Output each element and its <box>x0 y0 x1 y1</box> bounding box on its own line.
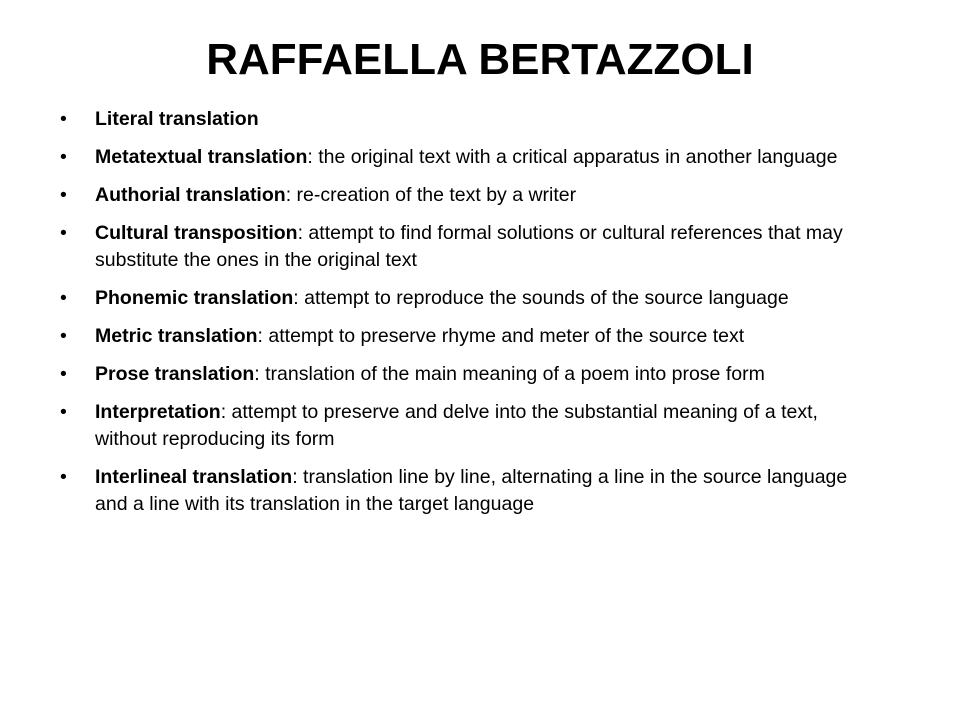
bullet-list <box>60 106 880 529</box>
item-description: : attempt to find formal solutions or cultural references that may substitute the ones in the original text <box>95 222 843 271</box>
bullet-icon: • <box>60 146 67 168</box>
bullet-icon: • <box>60 287 67 309</box>
item-term: Phonemic translation <box>95 287 294 309</box>
bullet-icon: • <box>60 401 67 423</box>
list-item <box>60 106 880 133</box>
item-description: : attempt to reproduce the sounds of the source language <box>293 287 789 309</box>
bullet-icon: • <box>60 222 67 244</box>
item-term: Authorial translation <box>95 184 286 206</box>
list-item <box>60 323 880 350</box>
item-description: : the original text with a critical apparatus in another language <box>307 146 838 168</box>
item-description: : re-creation of the text by a writer <box>285 184 577 206</box>
item-description: : translation of the main meaning of a poem into prose form <box>254 363 765 385</box>
item-term: Cultural transposition <box>95 222 298 244</box>
bullet-icon: • <box>60 466 67 488</box>
list-item <box>60 361 880 388</box>
bullet-icon: • <box>60 184 67 206</box>
bullet-icon: • <box>60 325 67 347</box>
item-term: Interpretation <box>95 401 221 423</box>
list-item <box>60 285 880 312</box>
list-item <box>60 144 880 171</box>
item-term: Metric translation <box>95 325 258 347</box>
list-item <box>60 182 880 209</box>
list-item <box>60 464 880 518</box>
list-item <box>60 399 880 453</box>
item-description: : attempt to preserve and delve into the substantial meaning of a text, without reproducing its form <box>95 401 818 450</box>
slide-title: RAFFAELLA BERTAZZOLI <box>206 35 754 84</box>
item-term: Interlineal translation <box>95 466 293 488</box>
item-term: Metatextual translation <box>95 146 308 168</box>
item-description: : translation line by line, alternating a line in the source language and a line with its translation in the target language <box>95 466 848 515</box>
bullet-icon: • <box>60 108 67 130</box>
bullet-icon: • <box>60 363 67 385</box>
list-item <box>60 220 880 274</box>
item-description: : attempt to preserve rhyme and meter of the source text <box>257 325 745 347</box>
item-term: Prose translation <box>95 363 255 385</box>
item-term: Literal translation <box>95 108 259 130</box>
